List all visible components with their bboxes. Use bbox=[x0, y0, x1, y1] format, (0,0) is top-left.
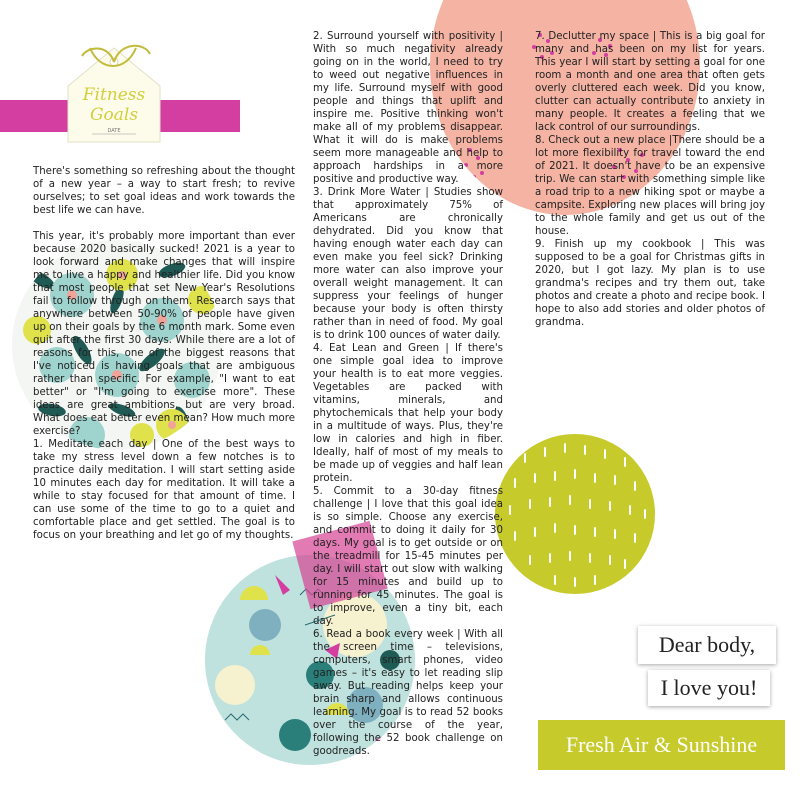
goals-column-right: 7. Declutter my space | This is a big goal for many and has been on my list for years. This year I will start by setting a goal for one room a month and one area that often gets overly cluttered each week. Did you know, clutter can actually contribute to anxiety in many people. It creates a feeling that we lack control of our surroundings. 8. Check out a new place |There should be a lot more flexibility for travel toward the end of 2021. It doesn't have to be an expensive trip. We can start with something simple like a road trip to a new hiking spot or maybe a campsite. Exploring new places will bring joy to the whole family and get us out of the house. 9. Finish up my cookbook | This was supposed to be a goal for Christmas gifts in 2020, but I got lazy. My plan is to use grandma's recipes and try them out, take photos and create a photo and recipe book. I hope to also add stories and older photos of grandma. bbox=[535, 31, 765, 328]
fitness-goals-tag bbox=[60, 42, 168, 150]
dear-body-sticker: Dear body, bbox=[638, 626, 776, 664]
fresh-air-banner: Fresh Air & Sunshine bbox=[538, 720, 785, 770]
tag-date-label: DATE bbox=[107, 128, 121, 134]
tag-shape bbox=[60, 42, 168, 150]
tag-title-line1: Fitness bbox=[82, 85, 146, 105]
tag-title-line2: Goals bbox=[89, 105, 139, 125]
love-you-sticker: I love you! bbox=[648, 670, 770, 706]
intro-column: There's something so refreshing about the thought of a new year – a way to start fresh; to revive ourselves; to set goal ideas and work towards the best life we can have. This year, it's probably more important than ever because 2020 basically sucked! 2021 is a year to look forward and make changes that will inspire me to live a happy and healthier life. Did you know that most people that set New Year's Resolutions fail to follow through on them. Research says that anywhere between 50-90% of people have given up on their goals by the 6 month mark. Some even quit after the first 30 days. While there are a lot of reasons for this, one of the biggest reasons that I've noticed is having goals that are ambiguous rather than specific. For example, "I want to eat better" or "I'm going to exercise more". These ideas are great ambitions, but are very broad. What does eat better even mean? How much more exercise? 1. Meditate each day | One of the best ways to take my stress level down a few notches is to practice daily meditation. I will start setting aside 10 minutes each day for meditation. It will take a while to stay focused for that amount of time. I can use some of the time to go to a quiet and comfortable place and get settled. The goal is to focus on your breathing and let go of my thoughts. bbox=[33, 166, 295, 541]
goals-column-middle: 2. Surround yourself with positivity | With so much negativity already going on in the world, I need to try to weed out negative influences in my life. Surround myself with good people and things that uplift and inspire me. Positive thinking won't make all of my problems disappear. What it will do is make problems seem more manageable and help to approach hardships in a more positive and productive way. 3. Drink More Water | Studies show that approximately 75% of Americans are chronically dehydrated. Did you know that having enough water each day can even make you feel sick? Drinking more water can also improve your overall weight management. It can suppress your feelings of hunger because your body is often thirsty rather than in need of food. My goal is to drink 100 ounces of water daily. 4. Eat Lean and Green | If there's one simple goal idea to improve your health is to eat more veggies. Vegetables are packed with vitamins, minerals, and phytochemicals that help your body in a multitude of ways. Plus, they're low in calories and high in fiber. Ideally, half of most of my meals to be made up of veggies and half lean protein. 5. Commit to a 30-day fitness challenge | I love that this goal idea is so simple. Choose any exercise, and commit to doing it daily for 30 days. My goal is to get outside or on the treadmill for 15-45 minutes per day. I will start out slow with walking for 15 minutes and build up to running for 45 minutes. The goal is to improve, even a tiny bit, each day. 6. Read a book every week | With all the screen time – televisions, computers, smart phones, video games – it's easy to let reading slip away. But reading helps keep your brain sharp and allows continuous learning. My goal is to read 52 books over the course of the year, following the 52 book challenge on goodreads. bbox=[313, 31, 503, 757]
